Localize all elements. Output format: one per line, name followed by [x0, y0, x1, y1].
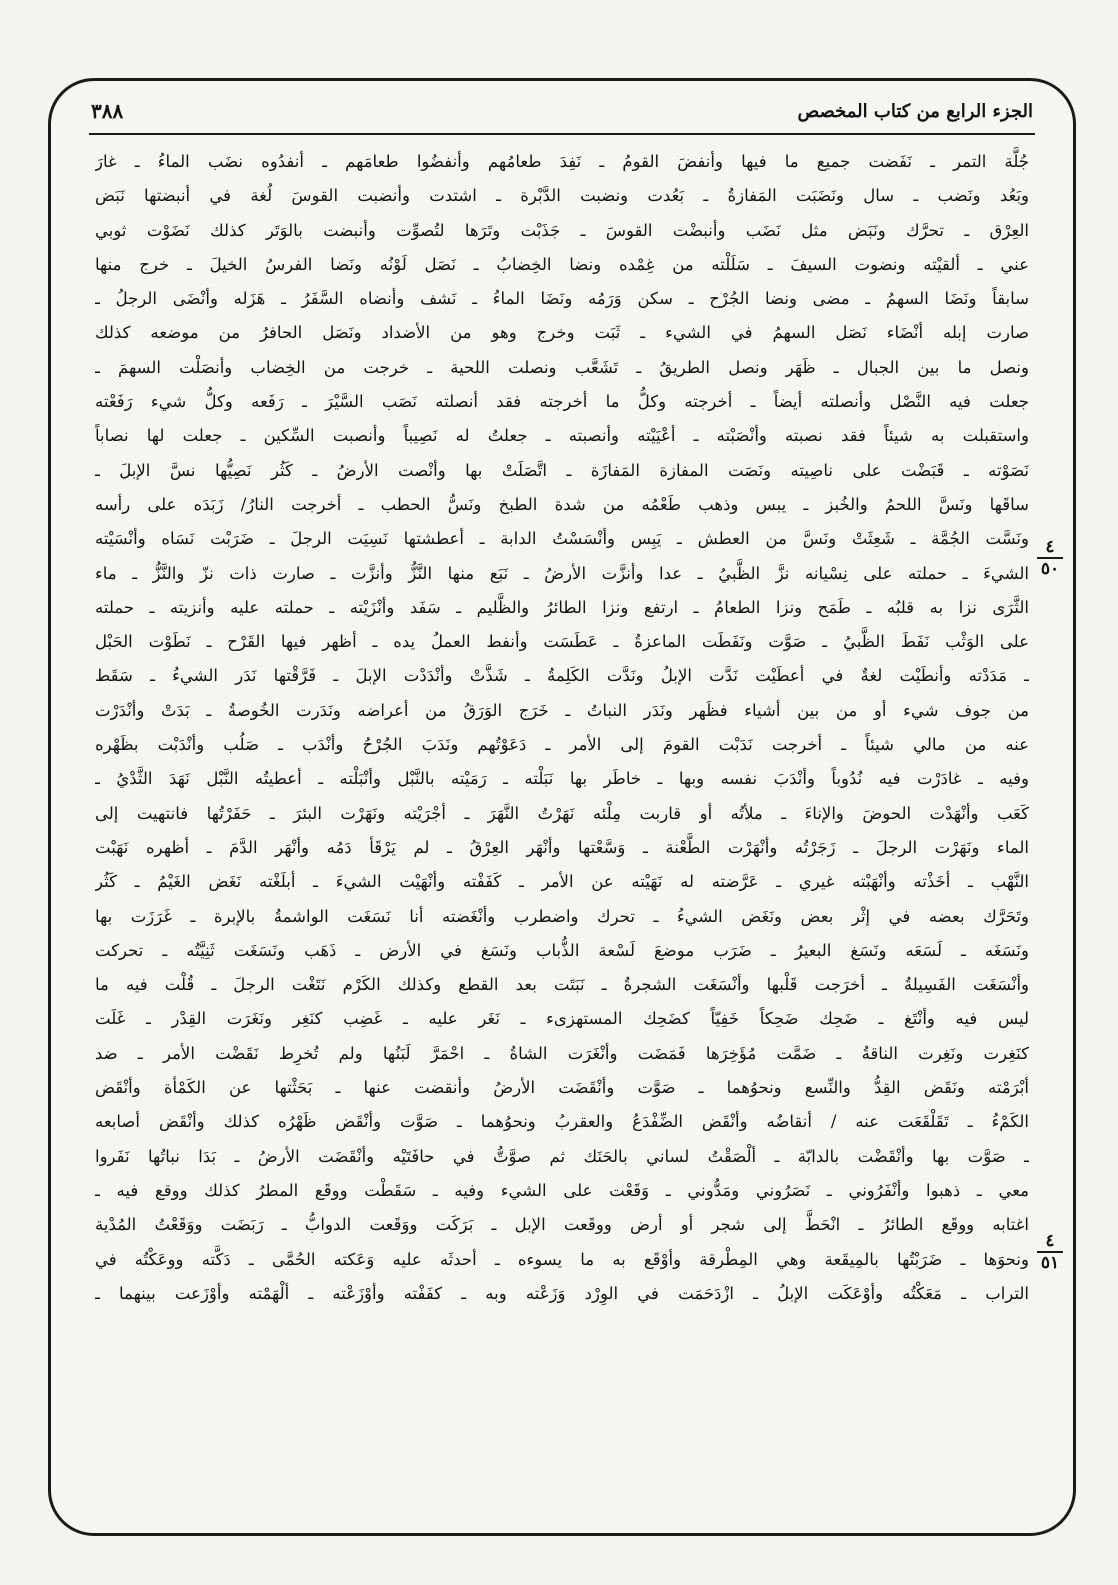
text-line: ونَسَّت الجُمَّة ـ شَعِثَتْ ونَسَّ من العطش ـ يَبِس وأنْسَسْتُ الدابة ـ أعطشتها نَسِيَت الرجلَ ـ ضَرَبْت نَسَاه وأنْسَيْته [95, 529, 1029, 549]
text-line: ـ صَوَّت بها وأنْقَضْت بالدابّة ـ ألْصَقْتُ لساني بالحَنَك ثم صوَّتُّ في حافَتَيْه وأنْقَضَت الأرضُ ـ بَدَا نباتُها نَفَروا [95, 1146, 1029, 1166]
running-title: الجزء الرابع من كتاب المخصص [797, 100, 1033, 122]
text-line: ساقَها ونَسَّ اللحمُ والخُبز ـ يبس وذهب طَعْمُه من شدة الطبخ ونَسُّ الحطب ـ أخرجت النارُ/ زَبَدَه على رأسه [95, 494, 1029, 514]
text-line: سابقاً ونَضَا السهمُ ـ مضى ونضا الجُرْح ـ سكن وَرَمُه ونَضَا الماءُ ـ نَشف وأنضاه السَّفَرُ ـ هَزَله وأنْضَى الرجلُ ـ [95, 289, 1029, 309]
text-line: صارت إبله أنْضَاء نَصَل السهمُ في الشيء ـ ثَبَت وخرج وهو من الأضداد ونَصَل الحافرُ من موضعه كذلك [95, 323, 1029, 343]
text-line: من جوف شيء أو من بين أشياء فظَهر ونَدَر النباتُ ـ خَرَج الوَرَقُ من أعراضه ونَدَرت الخُوصةُ ـ بَدَتْ وأنْدَرْت [95, 700, 1029, 720]
margin-reference-bottom: ٥١ [1040, 1253, 1060, 1273]
text-line: نَصَوْته ـ قَبَضْت على ناصِيته ونَصَت المفازة المَفازَة ـ اتَّصَلَتْ بها وأنْصت الأرضُ ـ كَثُر نَصِيُّها نسَّ الإبلَ ـ [95, 460, 1029, 480]
text-line: معي ـ ذهبوا وأنْفَرُوني ـ نَصَرُوني ومَدُّوني ـ وَقَعْت على الشيء وفيه ـ سَقَطْت ووقَع المطرُ كذلك ووقع فيه ـ [95, 1180, 1029, 1200]
margin-reference-2 [1033, 1233, 1067, 1271]
text-line: جُلَّة التمر ـ نَفَضت جميع ما فيها وأنفضَ القومُ ـ نَفِدَ طعامُهم وأنفضُوا طعامَهم ـ أنفدُوه نضَب الماءُ ـ غارَ [95, 152, 1029, 171]
text-line: الشيءَ ـ حملته على نِسْيانه نزَّ الظَّبيُ ـ عدا وأنزَّت الأرضُ ـ نَبَع منها النَّزُّ وأنزَّت ـ صارت ذات نزّ والنَّزُّ ـ ماء [95, 563, 1029, 583]
text-line: ونحوَها ـ ضَرَبْتُها بالمِيقَعة وهي المِطْرقة وأوْقَع به ما يسوءه ـ أحدثَه عليه وَعَكته الحُمَّى ـ دَكَّته ووعَكْتُه في [95, 1249, 1029, 1269]
text-line: كنَغِرت ونَغِرت الناقةُ ـ ضَمَّت مُؤَخِرَها فَمَضَت وأنْغَرَت الشاةُ ـ احْمَرَّ لَبَنُها ولم تُخرِط نَقَضْت الأمر ـ ضد [95, 1043, 1029, 1063]
running-header [91, 93, 1033, 129]
text-line: كَعَب وأنْهَدْت الحوضَ والإناءَ ـ ملأتُه أو قاربت مِلْئه نَهَرْتُ النَّهَرَ ـ أجْرَيْته ونَهَرْت البئرَ ـ حَفَرْتُها فانتهيت إلى [95, 803, 1029, 823]
text-line: أبْرَمْته ونَقَض القِدُّ والنِّسع ونحوُهما ـ صَوَّت وأنْقَضَت الأرضُ وأنقضت عنها ـ بَحَثْتها عن الكَمْأة وأنْقَض [95, 1078, 1029, 1098]
text-line: عنه من مالي شيئاً ـ أخرجت نَدَبْت القومَ إلى الأمر ـ دَعَوْتُهم ونَدَبَ الجُرْحُ وأنْدَب ـ صَلُب وأنْدَبْت بظَهْره [95, 735, 1029, 755]
text-line: وتَحَرَّك بعضه في إثْر بعض ونَغَض الشيءُ ـ تحرك واضطرب وأنْغَضته أنا نَسَغَت الواشمةُ بالإبرة ـ غَرَزَت بها [95, 906, 1029, 926]
text-line: جعلت فيه النَّصْل وأنصلته أيضاً ـ أخرجته وكلُّ ما أخرجته فقد أنصلته نَصَب السَّيْرَ ـ رَفَعه وكلُّ شيء رَفَعْته [95, 392, 1029, 412]
text-line: العِرْق ـ تحرَّك ونَبَض مثل نَضَب وأنبضْت القوسَ ـ جَذَبْت وتَرَها لتُصوِّت وأنبضت بالوَتَر كذلك نَضَوْت ثوبي [95, 220, 1029, 240]
text-line: اغتابه ووقَع الطائرُ ـ انْحَطَّ إلى شجر أو أرض ووقَعت الإبل ـ بَرَكَت ووَقَعت الدوابُّ ـ رَبَضَت ووَقَعْتُ المُدْية [95, 1215, 1029, 1235]
margin-reference-top: ٤ [1045, 537, 1055, 557]
text-line: ليس فيه وأنْتَغ ـ ضَحِك ضَحِكاً خَفِيّاً كضَحِك المستهزىء ـ نَغَر عليه ـ غَضِب كنَغِر ونَغَرَت القِدْر ـ غَلَت [95, 1009, 1029, 1029]
text-line: على الوَثْب نَفَطَ الظَّبيُ ـ صَوَّت ونَفَطَت الماعزةُ ـ عَطَسَت وأنفط العملُ يده ـ أظهر فيها القَرْح ـ نَطَوْت الحَبْل [95, 632, 1029, 652]
text-line: ونصل ما بين الجبال ـ ظَهَر ونصل الطريقُ ـ تَشَعَّب ونصلت اللحية ـ خرجت من الخِضاب وأنصَلْت السهمَ ـ [95, 357, 1029, 377]
text-line: وبَعُد ونَضب ـ سال ونَضَبَت المَفازةُ ـ بَعُدت ونضبت الدَّبْرة ـ اشتدت وأنضبت القوسَ لُغة في أنبضتها نَبَض [95, 186, 1029, 206]
text-line: التراب ـ مَعَكْتُه وأوْعَكَت الإبلُ ـ ازْدَحَمَت في الوِرْد وَزَعْته وبه ـ كفَفْته وأوْزَعْته ـ ألْهَمْته وأوْزَعت بينهما ـ [95, 1283, 1029, 1303]
body-text [95, 145, 1029, 1511]
page-border-frame [48, 78, 1076, 1536]
margin-reference-1 [1033, 539, 1067, 577]
text-line: الماء ونَهَرْت الرجلَ ـ زَجَرْتُه وأنْهَرْت الطَّعْنة ـ وَسَّعْتها وأنْهَر العِرْقُ ـ لم يَرْقَأ دَمُه وأنْهَر الدَّمَ ـ أظهره نَهَبْت [95, 837, 1029, 857]
text-line: الثَّرَى نزا به قلبُه ـ طَمَح ونزا الطعامُ ـ ارتفع ونزا الطائرُ والظَّليم ـ سَفَد وأنْزَيْته ـ حملته عليه وأنزيته ـ حملته [95, 597, 1029, 617]
header-rule [89, 133, 1035, 135]
text-line: الكَمْءُ ـ تَقَلْقَعَت عنه / أنقاضُه وأنْقَض الضِّفْدَعُ والعقربُ ونحوُهما ـ صَوَّت وأنْقَض ظَهْرُه كذلك وأنْقَض أصابعه [95, 1112, 1029, 1132]
text-line: واستقبلت به شيئاً فقد نصبته وأنْصَبْته ـ أعْيَيْته وأنصبته ـ جعلتُ له نَصِيباً وأنصبت السِّكين ـ جعلت لها نصاباً [95, 426, 1029, 446]
margin-reference-top: ٤ [1045, 1231, 1055, 1251]
margin-reference-bottom: ٥٠ [1040, 559, 1060, 579]
text-line: وفيه ـ غادَرْت فيه نُدُوباً وأنْدَبَ نفسه وبها ـ خاطَر بها نَبَلْته ـ رَمَيْته بالنَّبْل وأنْبَلْته ـ أعطيتُه النَّبْل نَهَدَ الثَّدْيُ ـ [95, 769, 1029, 789]
text-line: ـ مَدَدْته وأنطَيْت لغةٌ في أعطَيْت نَدَّت الإبلُ ونَدَّت الكَلِمةُ ـ شَذَّتْ وأنْدَدْت الإبلَ ـ فَرَّقْتها نَدَر الشيءُ ـ سَقَط [95, 666, 1029, 686]
text-line: النَّهْب ـ أخَذْته وأنْهَبْته غيري ـ عَرَّضته له نَهَيْته عن الأمر ـ كَفَفْته وأنْهَيْت الشيءَ ـ أبلَغْته نَغَض الغَيْمُ ـ كَثُر [95, 872, 1029, 892]
page-number: ٣٨٨ [91, 99, 124, 123]
text-line: ونَسَغَه ـ لَسَعَه ونَسَغ البعيرُ ـ ضَرَب موضعَ لَسْعة الذُّباب ونَسَغ في الأرض ـ ذَهَب ونَسَغَت ثَنِيَّتُه ـ تحركت [95, 940, 1029, 960]
text-line: وأنْسَغَت الفَسِيلةُ ـ أخرَجت قَلْبها وأنْسَغَت الشجرةُ ـ نَبَتَت بعد القطع وكذلك الكَرْم نَتَغْت الرجلَ ـ قُلْت فيه ما [95, 975, 1029, 995]
text-line: عني ـ ألقيْته ونضوت السيفَ ـ سَلَلْته من غِمْده ونضا الخِضابُ ـ نَصَل لَوْنُه ونَضا الفرسُ الخيلَ ـ خرج منها [95, 254, 1029, 274]
